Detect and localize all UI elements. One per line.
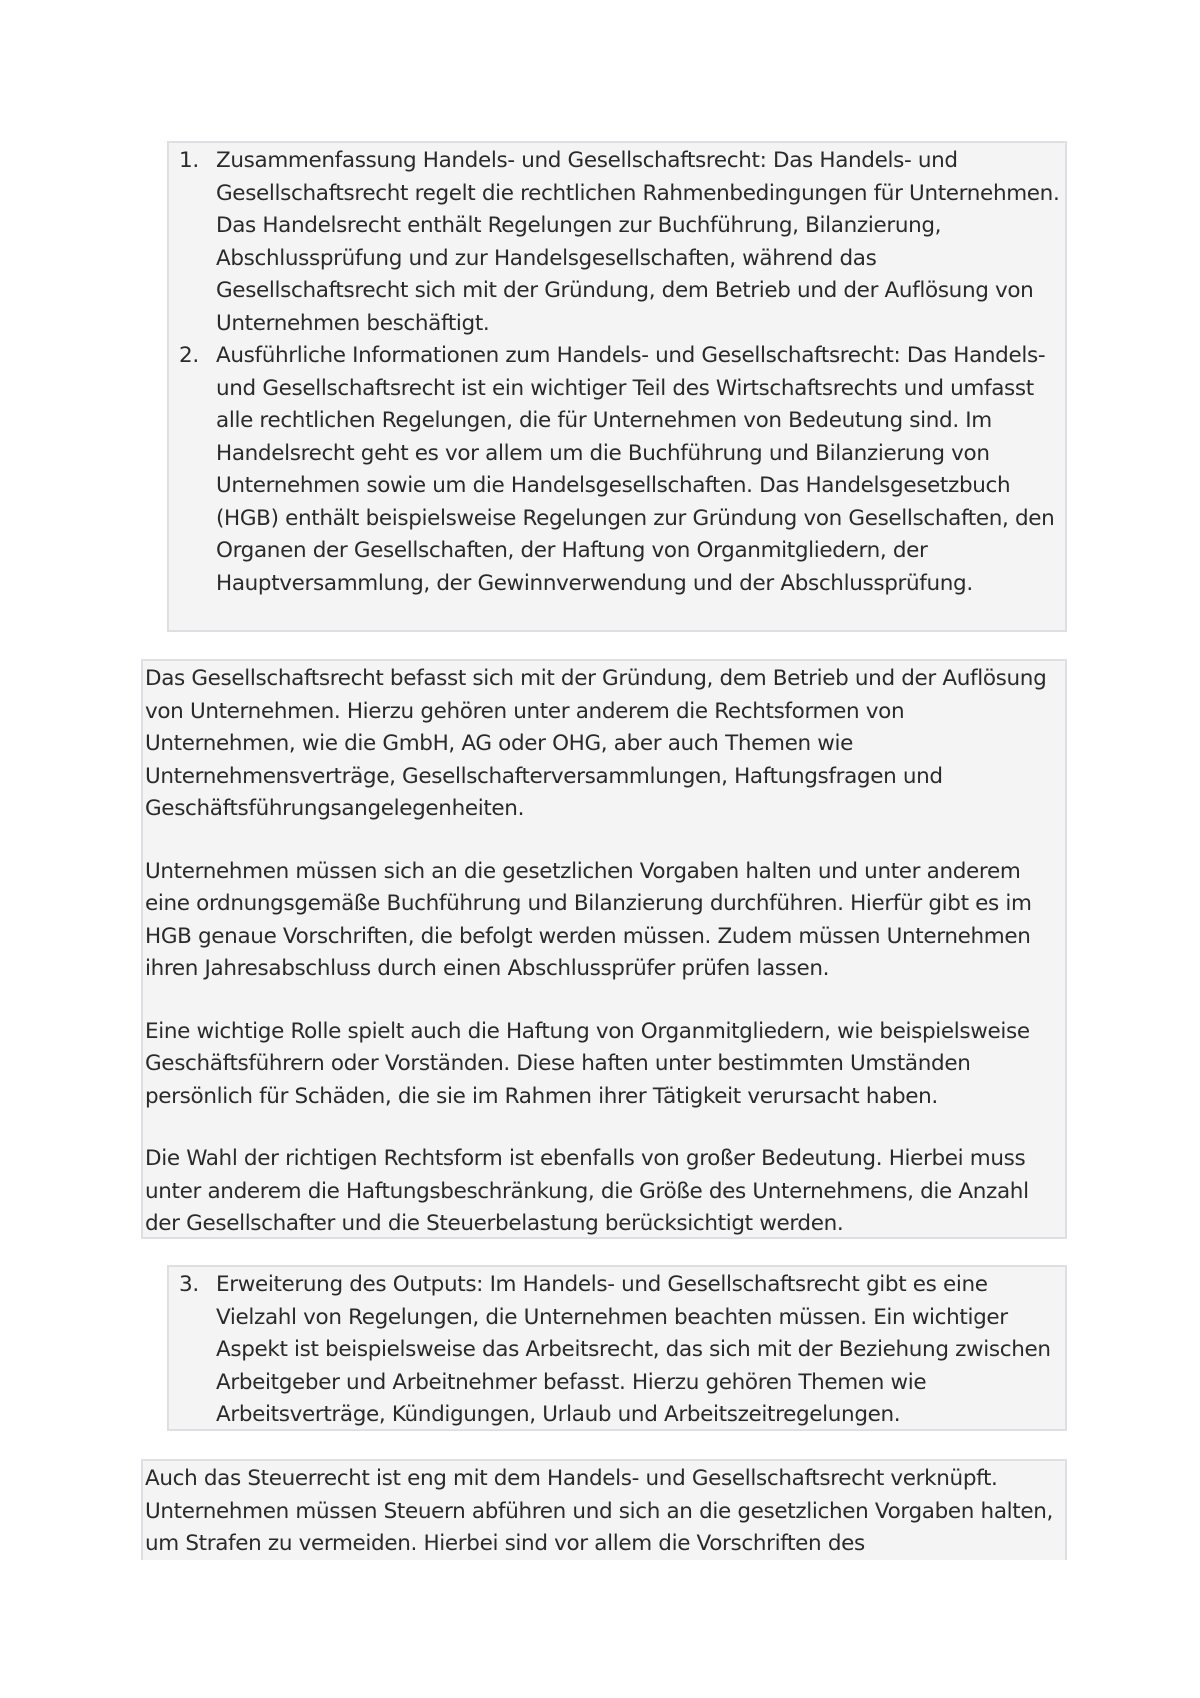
paragraph: Unternehmen müssen sich an die gesetzlichen Vorgaben halten und unter anderem eine ordnungsgemäße Buchführung und Bilanzierung durchführen. Hierfür gibt es im HGB genaue Vorschriften, die befolgt werden müssen. Zudem müssen Unternehmen ihren Jahresabschluss durch einen Abschlussprüfer prüfen lassen.: [145, 858, 1032, 981]
list-item-number: 3.: [179, 1272, 199, 1297]
list-item-text: Zusammenfassung Handels- und Gesellschaftsrecht: Das Handels- und Gesellschaftsrecht regelt die rechtlichen Rahmenbedingungen für Unternehmen. Das Handelsrecht enthält Regelungen zur Buchführung, Bilanzierung, Abschlussprüfung und zur Handelsgesellschaften, während das Gesellschaftsrecht sich mit der Gründung, dem Betrieb und der Auflösung von Unternehmen beschäftigt.: [216, 148, 1060, 336]
numbered-list: [179, 145, 1061, 600]
list-item: [179, 1269, 1061, 1431]
paragraph: Die Wahl der richtigen Rechtsform ist ebenfalls von großer Bedeutung. Hierbei muss unter anderem die Haftungsbeschränkung, die Größe des Unternehmens, die Anzahl der Gesellschafter und die Steuerbelastung berücksichtigt werden.: [145, 1146, 1029, 1236]
paragraph: Eine wichtige Rolle spielt auch die Haftung von Organmitgliedern, wie beispielsweise Geschäftsführern oder Vorständen. Diese haften unter bestimmten Umständen persönlich für Schäden, die sie im Rahmen ihrer Tätigkeit verursacht haben.: [145, 1018, 1030, 1109]
list-item: [179, 340, 1061, 600]
numbered-list-block-3: [167, 1265, 1067, 1431]
list-item-number: 2.: [179, 343, 199, 368]
paragraph: Auch das Steuerrecht ist eng mit dem Handels- und Gesellschaftsrecht verknüpft. Unternehmen müssen Steuern abführen und sich an die gesetzlichen Vorgaben halten, um Strafen zu vermeiden. Hierbei sind vor allem die Vorschriften des: [145, 1466, 1054, 1556]
paragraph-block-steuerrecht: [141, 1459, 1067, 1560]
list-item: [179, 145, 1061, 340]
list-item-text: Ausführliche Informationen zum Handels- und Gesellschaftsrecht: Das Handels- und Gesellschaftsrecht ist ein wichtiger Teil des Wirtschaftsrechts und umfasst alle rechtlichen Regelungen, die für Unternehmen von Bedeutung sind. Im Handelsrecht geht es vor allem um die Buchführung und Bilanzierung von Unternehmen sowie um die Handelsgesellschaften. Das Handelsgesetzbuch (HGB) enthält beispielsweise Regelungen zur Gründung von Gesellschaften, den Organen der Gesellschaften, der Haftung von Organmitgliedern, der Hauptversammlung, der Gewinnverwendung und der Abschlussprüfung.: [216, 343, 1055, 596]
numbered-list: [179, 1269, 1061, 1431]
paragraph-block-gesellschaftsrecht: [141, 659, 1067, 1239]
paragraph: Das Gesellschaftsrecht befasst sich mit der Gründung, dem Betrieb und der Auflösung von Unternehmen. Hierzu gehören unter anderem die Rechtsformen von Unternehmen, wie die GmbH, AG oder OHG, aber auch Themen wie Unternehmensverträge, Gesellschafterversammlungen, Haftungsfragen und Geschäftsführungsangelegenheiten.: [145, 666, 1047, 821]
numbered-list-block-1: [167, 141, 1067, 632]
list-item-text: Erweiterung des Outputs: Im Handels- und Gesellschaftsrecht gibt es eine Vielzahl von Regelungen, die Unternehmen beachten müssen. Ein wichtiger Aspekt ist beispielsweise das Arbeitsrecht, das sich mit der Beziehung zwischen Arbeitgeber und Arbeitnehmer befasst. Hierzu gehören Themen wie Arbeitsverträge, Kündigungen, Urlaub und Arbeitszeitregelungen.: [216, 1272, 1051, 1427]
list-item-number: 1.: [179, 148, 199, 173]
